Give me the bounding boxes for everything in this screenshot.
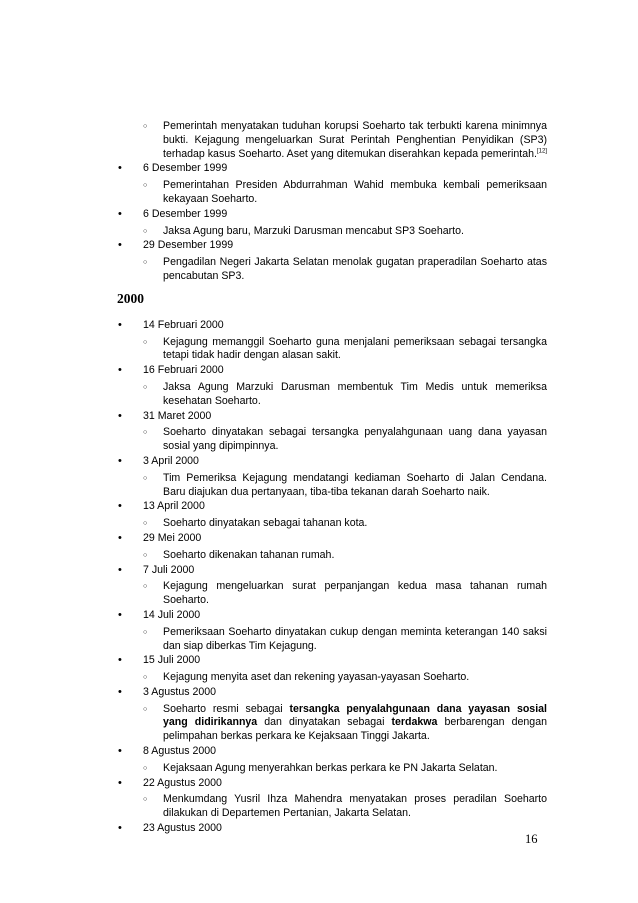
year-heading: 2000	[117, 290, 144, 306]
timeline-subitem: ○ Kejagung memanggil Soeharto guna menjalani pemeriksaan sebagai tersangka tetapi tidak hadir dengan alasan sakit.	[119, 336, 547, 364]
reference-marker[interactable]: [12]	[536, 148, 547, 155]
timeline-date: • 22 Agustus 2000	[119, 777, 547, 791]
bold-emphasis: terdakwa	[391, 716, 438, 729]
timeline-date: • 15 Juli 2000	[119, 654, 547, 668]
timeline-subitem: ○ Pemerintah menyatakan tuduhan korupsi Soeharto tak terbukti karena minimnya bukti. Kejagung mengeluarkan Surat Perintah Penghentian Penyidikan (SP3) terhadap kasus Soeharto. Aset yang ditemukan diserahkan kepada pemerintah.[12]	[119, 120, 547, 161]
timeline-subitem: ○ Kejagung mengeluarkan surat perpanjangan kedua masa tahanan rumah Soeharto.	[119, 580, 547, 608]
timeline-date: • 23 Agustus 2000	[119, 822, 547, 836]
timeline-subitem: ○ Kejagung menyita aset dan rekening yayasan-yayasan Soeharto.	[119, 671, 547, 685]
timeline-subitem: ○ Jaksa Agung Marzuki Darusman membentuk Tim Medis untuk memeriksa kesehatan Soeharto.	[119, 381, 547, 409]
timeline-date: • 29 Desember 1999	[119, 239, 547, 253]
timeline-content	[119, 120, 547, 836]
timeline-date: • 16 Februari 2000	[119, 364, 547, 378]
page-number: 16	[525, 832, 538, 846]
timeline-subitem: ○ Soeharto resmi sebagai tersangka penyalahgunaan dana yayasan sosial yang didirikannya dan dinyatakan sebagai terdakwa berbarengan dengan pelimpahan berkas perkara ke Kejaksaan Tinggi Jakarta.	[119, 703, 547, 744]
timeline-subitem: ○ Menkumdang Yusril Ihza Mahendra menyatakan proses peradilan Soeharto dilakukan di Departemen Pertanian, Jakarta Selatan.	[119, 793, 547, 821]
timeline-date: • 3 April 2000	[119, 455, 547, 469]
timeline-date: • 6 Desember 1999	[119, 162, 547, 176]
timeline-subitem: ○ Jaksa Agung baru, Marzuki Darusman mencabut SP3 Soeharto.	[119, 225, 547, 239]
timeline-date: • 14 Februari 2000	[119, 319, 547, 333]
timeline-subitem: ○ Kejaksaan Agung menyerahkan berkas perkara ke PN Jakarta Selatan.	[119, 762, 547, 776]
timeline-subitem: ○ Soeharto dikenakan tahanan rumah.	[119, 549, 547, 563]
timeline-date: • 31 Maret 2000	[119, 410, 547, 424]
timeline-subitem: ○ Pengadilan Negeri Jakarta Selatan menolak gugatan praperadilan Soeharto atas pencabutan SP3.	[119, 256, 547, 284]
timeline-date: • 7 Juli 2000	[119, 564, 547, 578]
timeline-date: • 29 Mei 2000	[119, 532, 547, 546]
timeline-date: • 13 April 2000	[119, 500, 547, 514]
timeline-date: • 14 Juli 2000	[119, 609, 547, 623]
timeline-subitem: ○ Tim Pemeriksa Kejagung mendatangi kediaman Soeharto di Jalan Cendana. Baru diajukan dua pertanyaan, tiba-tiba tekanan darah Soeharto naik.	[119, 472, 547, 500]
timeline-subitem: ○ Pemerintahan Presiden Abdurrahman Wahid membuka kembali pemeriksaan kekayaan Soeharto.	[119, 179, 547, 207]
timeline-date: • 3 Agustus 2000	[119, 686, 547, 700]
timeline-subitem: ○ Soeharto dinyatakan sebagai tersangka penyalahgunaan uang dana yayasan sosial yang dipimpinnya.	[119, 426, 547, 454]
timeline-date: • 8 Agustus 2000	[119, 745, 547, 759]
timeline-date: • 6 Desember 1999	[119, 208, 547, 222]
timeline-subitem: ○ Soeharto dinyatakan sebagai tahanan kota.	[119, 517, 547, 531]
bold-emphasis: tersangka penyalahgunaan dana yayasan sosial yang didirikannya	[163, 702, 547, 729]
timeline-subitem: ○ Pemeriksaan Soeharto dinyatakan cukup dengan meminta keterangan 140 saksi dan siap diberkas Tim Kejagung.	[119, 626, 547, 654]
